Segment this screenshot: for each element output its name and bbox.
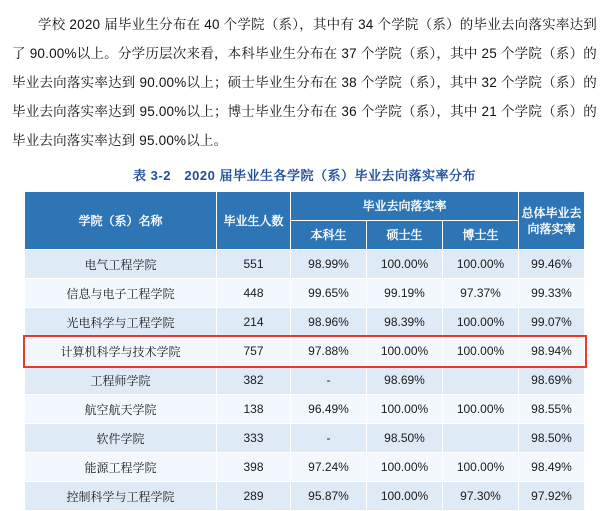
th-master: 硕士生 bbox=[367, 221, 443, 250]
cell-total: 99.33% bbox=[519, 279, 585, 308]
cell-master: 98.69% bbox=[367, 366, 443, 395]
cell-total: 98.49% bbox=[519, 453, 585, 482]
cell-master: 98.39% bbox=[367, 308, 443, 337]
table-body bbox=[25, 250, 585, 511]
table-row bbox=[25, 482, 585, 511]
cell-doctor: 97.30% bbox=[443, 482, 519, 511]
th-graduates: 毕业生人数 bbox=[217, 192, 291, 250]
body-paragraph bbox=[12, 10, 597, 155]
cell-master: 100.00% bbox=[367, 453, 443, 482]
cell-doctor: 100.00% bbox=[443, 250, 519, 279]
th-group-rate: 毕业去向落实率 bbox=[291, 192, 519, 221]
cell-college: 工程师学院 bbox=[25, 366, 217, 395]
table-container bbox=[12, 165, 597, 511]
cell-undergraduate: 95.87% bbox=[291, 482, 367, 511]
cell-total: 99.46% bbox=[519, 250, 585, 279]
cell-master: 100.00% bbox=[367, 337, 443, 366]
cell-graduates: 551 bbox=[217, 250, 291, 279]
cell-undergraduate: 97.88% bbox=[291, 337, 367, 366]
table-row bbox=[25, 366, 585, 395]
cell-undergraduate: 97.24% bbox=[291, 453, 367, 482]
cell-doctor: 100.00% bbox=[443, 395, 519, 424]
cell-total: 98.69% bbox=[519, 366, 585, 395]
table-row bbox=[25, 308, 585, 337]
cell-college: 电气工程学院 bbox=[25, 250, 217, 279]
th-college: 学院（系）名称 bbox=[25, 192, 217, 250]
cell-doctor: 100.00% bbox=[443, 453, 519, 482]
table-row bbox=[25, 395, 585, 424]
cell-master: 99.19% bbox=[367, 279, 443, 308]
cell-master: 100.00% bbox=[367, 250, 443, 279]
table-head bbox=[25, 192, 585, 250]
cell-total: 97.92% bbox=[519, 482, 585, 511]
cell-doctor bbox=[443, 424, 519, 453]
table-row bbox=[25, 424, 585, 453]
table-caption: 表 3-2 2020 届毕业生各学院（系）毕业去向落实率分布 bbox=[133, 168, 476, 183]
cell-undergraduate: 96.49% bbox=[291, 395, 367, 424]
cell-college: 光电科学与工程学院 bbox=[25, 308, 217, 337]
cell-graduates: 289 bbox=[217, 482, 291, 511]
cell-doctor: 100.00% bbox=[443, 308, 519, 337]
cell-doctor bbox=[443, 366, 519, 395]
paragraph-text: 学校 2020 届毕业生分布在 40 个学院（系），其中有 34 个学院（系）的毕业去向落实率达到了 90.00%以上。分学历层次来看，本科毕业生分布在 37 个学院（系），其中 25 个学院（系）的毕业去向落实率达到 90.00%以上；硕士毕业生分布在 38 个学院（系），其中 32 个学院（系）的毕业去向落实率达到 95.00%以上；博士毕业生分布在 36 个学院（系），其中 21 个学院（系）的毕业去向落实率达到 95.00%以上。 bbox=[12, 17, 597, 148]
th-doctor: 博士生 bbox=[443, 221, 519, 250]
cell-master: 100.00% bbox=[367, 395, 443, 424]
cell-college: 信息与电子工程学院 bbox=[25, 279, 217, 308]
cell-total: 98.55% bbox=[519, 395, 585, 424]
table-row bbox=[25, 279, 585, 308]
th-undergraduate: 本科生 bbox=[291, 221, 367, 250]
cell-undergraduate: 99.65% bbox=[291, 279, 367, 308]
cell-doctor: 97.37% bbox=[443, 279, 519, 308]
table-row bbox=[25, 250, 585, 279]
table-row-highlighted bbox=[25, 337, 585, 366]
cell-undergraduate: - bbox=[291, 366, 367, 395]
cell-total: 99.07% bbox=[519, 308, 585, 337]
cell-graduates: 333 bbox=[217, 424, 291, 453]
cell-graduates: 214 bbox=[217, 308, 291, 337]
cell-college: 航空航天学院 bbox=[25, 395, 217, 424]
th-total: 总体毕业去向落实率 bbox=[519, 192, 585, 250]
cell-graduates: 382 bbox=[217, 366, 291, 395]
cell-graduates: 757 bbox=[217, 337, 291, 366]
cell-college: 控制科学与工程学院 bbox=[25, 482, 217, 511]
table-row bbox=[25, 453, 585, 482]
cell-master: 100.00% bbox=[367, 482, 443, 511]
cell-graduates: 398 bbox=[217, 453, 291, 482]
cell-doctor: 100.00% bbox=[443, 337, 519, 366]
cell-college: 软件学院 bbox=[25, 424, 217, 453]
cell-undergraduate: 98.99% bbox=[291, 250, 367, 279]
cell-master: 98.50% bbox=[367, 424, 443, 453]
cell-graduates: 448 bbox=[217, 279, 291, 308]
cell-total: 98.50% bbox=[519, 424, 585, 453]
graduate-rate-table bbox=[24, 191, 585, 511]
cell-undergraduate: 98.96% bbox=[291, 308, 367, 337]
cell-total: 98.94% bbox=[519, 337, 585, 366]
cell-undergraduate: - bbox=[291, 424, 367, 453]
cell-graduates: 138 bbox=[217, 395, 291, 424]
cell-college: 计算机科学与技术学院 bbox=[25, 337, 217, 366]
table-header-row-1 bbox=[25, 192, 585, 221]
cell-college: 能源工程学院 bbox=[25, 453, 217, 482]
